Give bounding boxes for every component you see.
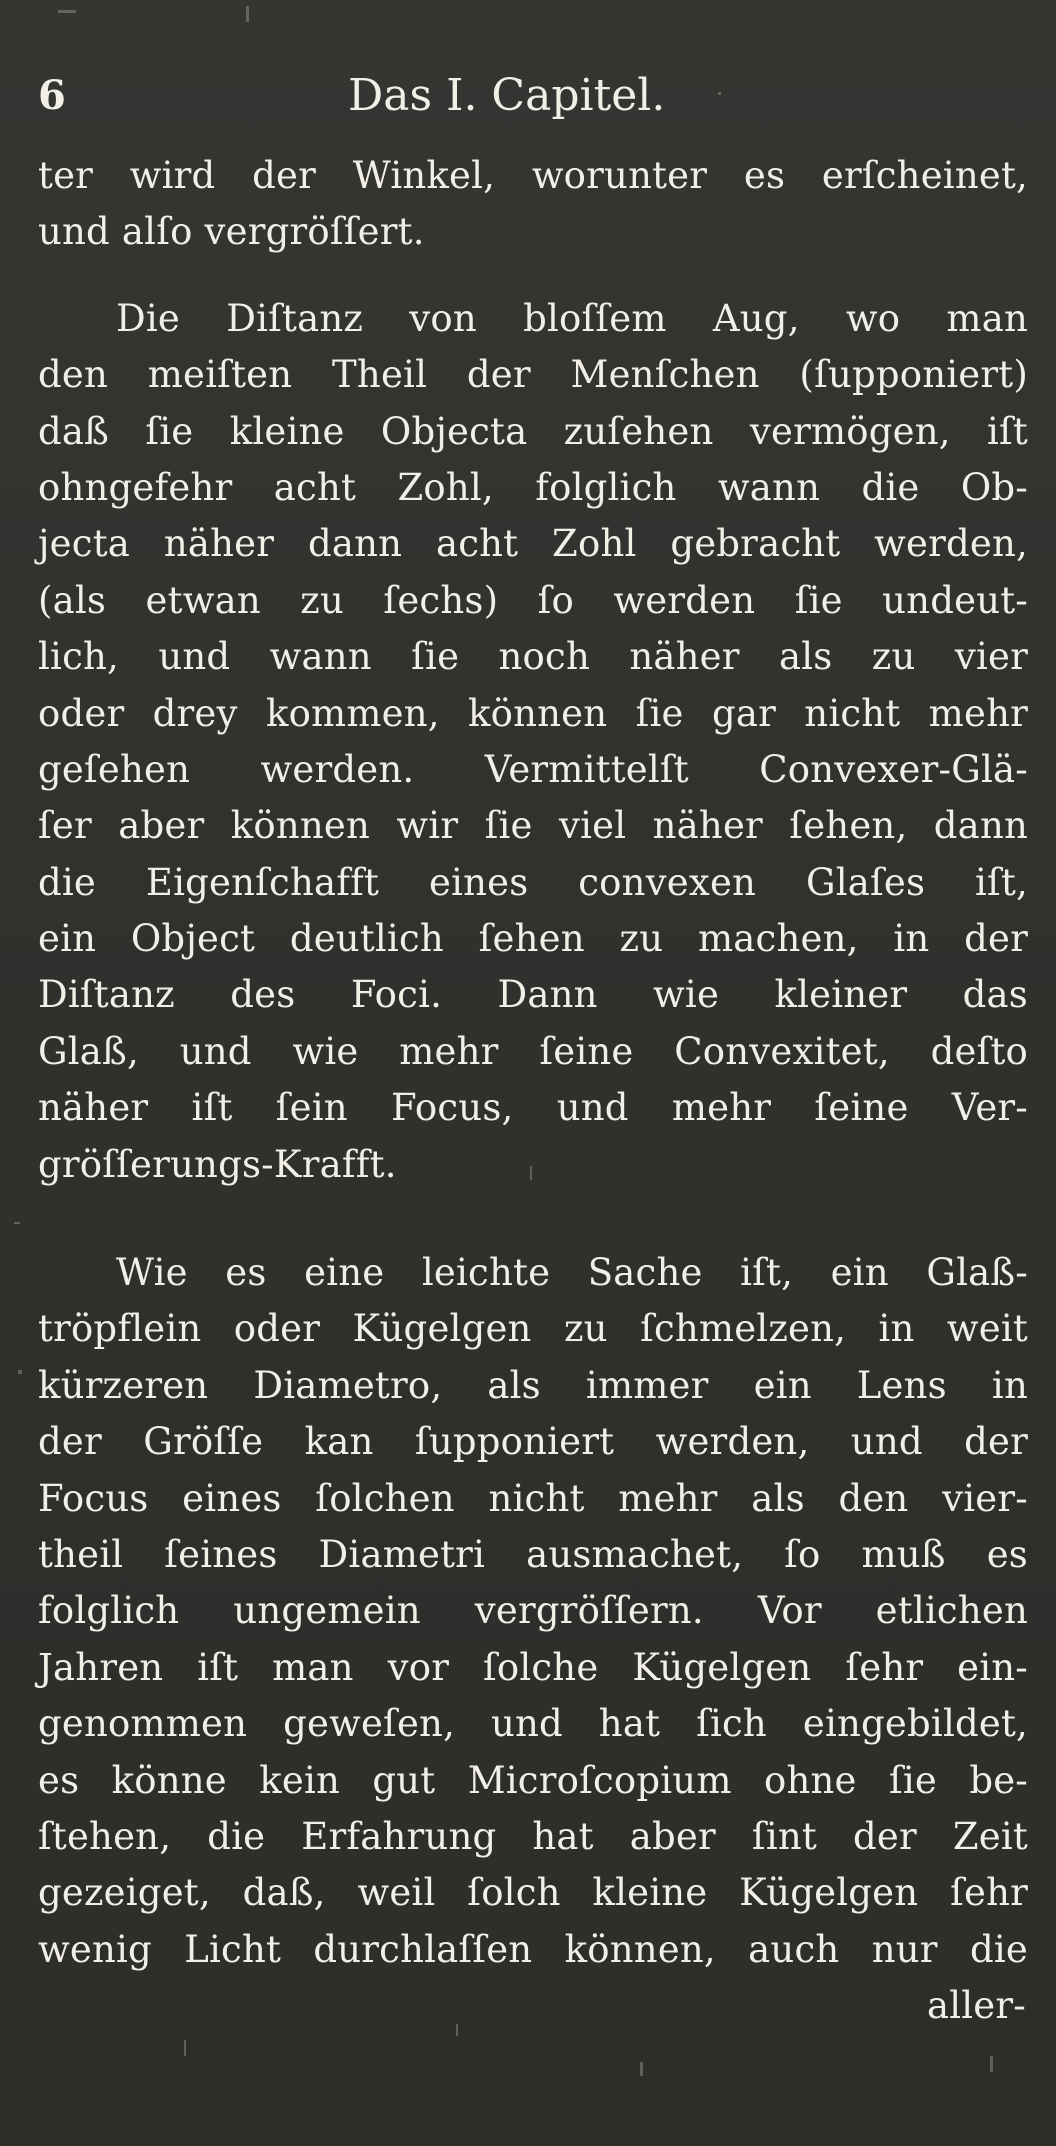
text-line: der Gröſſe kan ſupponiert werden, und der: [38, 1420, 1028, 1464]
text-line: folglich ungemein vergröſſern. Vor etlichen: [38, 1589, 1028, 1633]
text-line: Focus eines ſolchen nicht mehr als den vier-: [38, 1476, 1028, 1520]
text-line: daß ſie kleine Objecta zuſehen vermögen, iſt: [38, 409, 1028, 453]
print-speck: [184, 2040, 186, 2056]
body-text: [38, 148, 1028, 2035]
text-line: ter wird der Winkel, worunter es erſcheinet,: [38, 154, 1028, 197]
paragraph-gap: [38, 1193, 1028, 1245]
page-number: 6: [38, 72, 66, 119]
text-line: Jahren iſt man vor ſolche Kügelgen ſehr ein-: [38, 1645, 1028, 1689]
text-line: Die Diſtanz von bloſſem Aug, wo man: [116, 296, 1028, 340]
text-line: geſehen werden. Vermittelſt Convexer-Glä-: [38, 747, 1028, 791]
text-line: ſtehen, die Erfahrung hat aber ſint der Zeit: [38, 1814, 1028, 1858]
text-line: ohngefehr acht Zohl, folglich wann die Ob-: [38, 465, 1028, 509]
text-line: Glaß, und wie mehr ſeine Convexitet, deſto: [38, 1029, 1028, 1073]
paragraph-2: [38, 291, 1028, 1193]
text-line: die Eigenſchafft eines convexen Glaſes iſt,: [38, 860, 1028, 904]
text-line: lich, und wann ſie noch näher als zu vier: [38, 635, 1028, 679]
paragraph-gap: [38, 261, 1028, 291]
print-speck: [640, 2062, 643, 2076]
print-speck: [246, 6, 249, 22]
paragraph-1: [38, 148, 1028, 261]
text-line: Diſtanz des Foci. Dann wie kleiner das: [38, 973, 1028, 1017]
print-speck: [58, 10, 76, 13]
running-title: Das I. Capitel.: [348, 70, 666, 121]
text-line: den meiſten Theil der Menſchen (ſupponiert): [38, 353, 1028, 397]
text-line: theil ſeines Diametri ausmachet, ſo muß es: [38, 1532, 1028, 1576]
text-line: jecta näher dann acht Zohl gebracht werden,: [38, 522, 1028, 566]
paragraph-3: [38, 1245, 1028, 1978]
catchword: aller-: [926, 1984, 1026, 2028]
page-header: [38, 66, 998, 126]
print-speck: [14, 1222, 20, 1224]
text-line: oder drey kommen, können ſie gar nicht mehr: [38, 691, 1028, 735]
text-line: (als etwan zu ſechs) ſo werden ſie undeut-: [38, 578, 1028, 622]
text-line: genommen geweſen, und hat ſich eingebildet,: [38, 1702, 1028, 1746]
text-line: und alſo vergröſſert.: [38, 210, 425, 254]
text-line: ſer aber können wir ſie viel näher ſehen, dann: [38, 804, 1028, 848]
text-line: Wie es eine leichte Sache iſt, ein Glaß-: [116, 1251, 1028, 1295]
print-speck: [18, 1370, 22, 1374]
text-line: tröpflein oder Kügelgen zu ſchmelzen, in weit: [38, 1307, 1028, 1351]
text-line: gröſſerungs-Krafft.: [38, 1142, 397, 1186]
text-line: näher iſt ſein Focus, und mehr ſeine Ver-: [38, 1086, 1028, 1130]
print-speck: [990, 2056, 993, 2072]
text-line: es könne kein gut Microſcopium ohne ſie be-: [38, 1758, 1028, 1802]
text-line: gezeiget, daß, weil ſolch kleine Kügelgen ſehr: [38, 1871, 1028, 1915]
text-line: kürzeren Diametro, als immer ein Lens in: [38, 1363, 1028, 1407]
text-line: wenig Licht durchlaſſen können, auch nur die: [38, 1927, 1028, 1971]
text-line: ein Object deutlich ſehen zu machen, in der: [38, 917, 1028, 961]
